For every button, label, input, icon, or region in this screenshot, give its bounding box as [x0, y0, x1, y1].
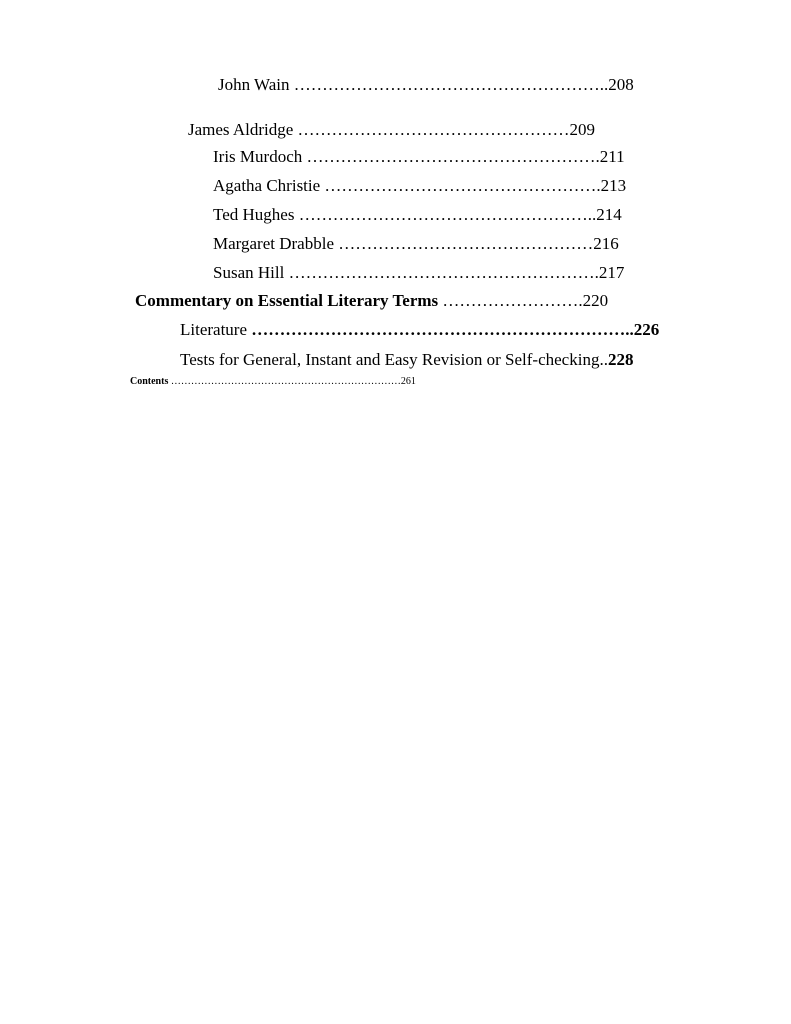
toc-entry-label: Margaret Drabble — [213, 234, 334, 253]
toc-entry-page: 209 — [569, 120, 596, 139]
toc-entry-page: 220 — [582, 291, 609, 310]
toc-entry-leader: ……………………. — [438, 291, 583, 310]
toc-entry-leader: ……………………………………………. — [302, 147, 600, 166]
toc-entry-page: 214 — [596, 205, 622, 224]
toc-entry-leader: ……………………………………………….. — [289, 75, 609, 94]
toc-entry-label: John Wain — [218, 75, 290, 94]
toc-entry-commentary — [135, 291, 608, 311]
toc-entry-margaret-drabble — [213, 234, 619, 254]
toc-entry-page: 216 — [593, 234, 619, 253]
toc-entry-leader: ……………………………………… — [334, 234, 594, 253]
toc-entry-james-aldridge — [188, 120, 595, 140]
toc-entry-susan-hill — [213, 263, 624, 283]
toc-entry-literature — [180, 320, 659, 340]
toc-entry-leader: ………………………………………………………….. — [247, 320, 634, 339]
toc-entry-page: 217 — [598, 263, 625, 282]
toc-entry-page: 261 — [400, 376, 416, 387]
toc-entry-page: 226 — [633, 320, 660, 339]
toc-entry-leader: …………………………………………. — [320, 176, 601, 195]
toc-entry-tests — [180, 350, 633, 370]
toc-entry-iris-murdoch — [213, 147, 625, 167]
toc-entry-label: Tests for General, Instant and Easy Revision or Self-checking — [180, 350, 600, 369]
toc-entry-label: James Aldridge — [188, 120, 294, 139]
toc-entry-label: Iris Murdoch — [213, 147, 303, 166]
toc-entry-label: Ted Hughes — [213, 205, 295, 224]
toc-entry-label: Literature — [180, 320, 248, 339]
toc-entry-page: 211 — [599, 147, 625, 166]
toc-entry-leader: ………………………………………………. — [284, 263, 599, 282]
toc-entry-agatha-christie — [213, 176, 626, 196]
toc-entry-john-wain — [218, 75, 634, 95]
toc-entry-page: 213 — [600, 176, 627, 195]
toc-entry-page: 228 — [607, 350, 634, 369]
toc-entry-contents — [130, 376, 416, 388]
toc-entry-ted-hughes — [213, 205, 622, 225]
toc-entry-leader: ………………………………………… — [293, 120, 570, 139]
toc-entry-label: Agatha Christie — [213, 176, 321, 195]
toc-entry-label: Susan Hill — [213, 263, 285, 282]
toc-entry-leader: .. — [599, 350, 608, 369]
toc-entry-label: Commentary on Essential Literary Terms — [135, 291, 439, 310]
toc-entry-leader: …………………………………………………………… — [168, 376, 401, 387]
toc-entry-page: 208 — [608, 75, 634, 94]
toc-entry-label: Contents — [130, 376, 169, 387]
toc-entry-leader: …………………………………………….. — [294, 205, 597, 224]
